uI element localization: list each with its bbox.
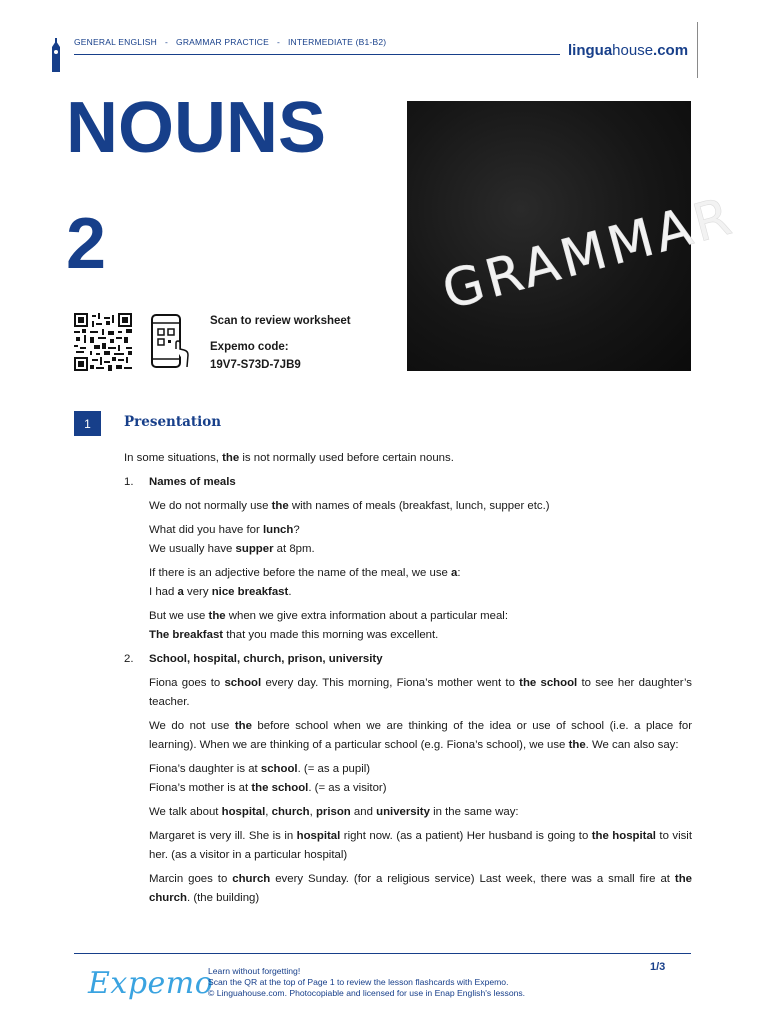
footer-divider [74, 953, 691, 954]
linguahouse-logo [568, 42, 688, 59]
list-heading: Names of meals [149, 476, 236, 488]
expemo-logo: Expemo [88, 966, 214, 1001]
paragraph: We do not normally use the with names of meals (breakfast, lunch, supper etc.) [149, 500, 550, 512]
footer-tagline: Learn without forgetting! [208, 966, 301, 976]
big-ben-icon [50, 38, 62, 72]
section-title: Presentation [124, 414, 222, 430]
phone-scan-icon [150, 313, 192, 371]
margin-line [697, 22, 698, 78]
list-heading: School, hospital, church, prison, university [149, 653, 383, 665]
page-number: 1/3 [650, 961, 666, 973]
intro-paragraph: In some situations, the is not normally used before certain nouns. [124, 452, 454, 464]
page-title: NOUNS [66, 88, 327, 168]
paragraph: We do not use the before school when we are thinking of the idea or use of school (i.e. a place for learning). When we are thinking of a particular school (e.g. Fiona’s school), we use the. We can also say: [149, 720, 692, 751]
section-number-badge: 1 [74, 411, 101, 436]
paragraph: What did you have for lunch? We usually have supper at 8pm. [149, 524, 315, 555]
list-number: 1. [124, 476, 134, 488]
chalk-text: GRAMMAR [436, 186, 742, 322]
expemo-code: 19V7-S73D-7JB9 [210, 359, 301, 371]
logo-part-light: house [612, 42, 654, 59]
footer-copyright: © Linguahouse.com. Photocopiable and licensed for use in Enap English's lessons. [208, 988, 526, 998]
meals-body [124, 497, 692, 645]
list-item-meals [124, 473, 692, 492]
logo-part-tld: .com [653, 42, 689, 59]
logo-part-bold: lingua [568, 42, 613, 59]
qr-code-icon [74, 313, 132, 371]
breadcrumb [74, 37, 386, 47]
list-item-places [124, 650, 692, 669]
paragraph: But we use the when we give extra information about a particular meal: The breakfast that you made this morning was excellent. [149, 610, 509, 641]
footer-text [208, 966, 525, 999]
paragraph: Fiona’s daughter is at school. (= as a pupil) Fiona’s mother is at the school. (= as a visitor) [149, 763, 387, 794]
breadcrumb-separator: - [165, 37, 169, 47]
paragraph: Marcin goes to church every Sunday. (for a religious service) Last week, there was a small fire at the church. (the building) [149, 873, 693, 904]
scan-label: Scan to review worksheet [210, 315, 351, 327]
paragraph: Margaret is very ill. She is in hospital right now. (as a patient) Her husband is going to the hospital to visit her. (as a visitor in a particular hospital) [149, 830, 692, 861]
places-body [124, 674, 692, 908]
presentation-content [124, 449, 692, 913]
paragraph: If there is an adjective before the name of the meal, we use a: I had a very nice breakfast. [149, 567, 461, 598]
footer-instruction: Scan the QR at the top of Page 1 to review the lesson flashcards with Expemo. [208, 977, 509, 987]
breadcrumb-separator: - [276, 37, 280, 47]
grammar-chalkboard-image [407, 101, 742, 371]
paragraph: We talk about hospital, church, prison and university in the same way: [149, 806, 519, 818]
breadcrumb-practice: GRAMMAR PRACTICE [176, 37, 269, 47]
expemo-code-label: Expemo code: [210, 341, 289, 353]
page-title-number: 2 [66, 204, 107, 284]
breadcrumb-intermediate: INTERMEDIATE (B1-B2) [288, 37, 387, 47]
list-number: 2. [124, 653, 134, 665]
header-divider [74, 54, 560, 55]
breadcrumb-level: GENERAL ENGLISH [74, 37, 157, 47]
paragraph: Fiona goes to school every day. This morning, Fiona’s mother went to the school to see her daughter’s teacher. [149, 677, 692, 708]
scan-info [210, 312, 351, 382]
